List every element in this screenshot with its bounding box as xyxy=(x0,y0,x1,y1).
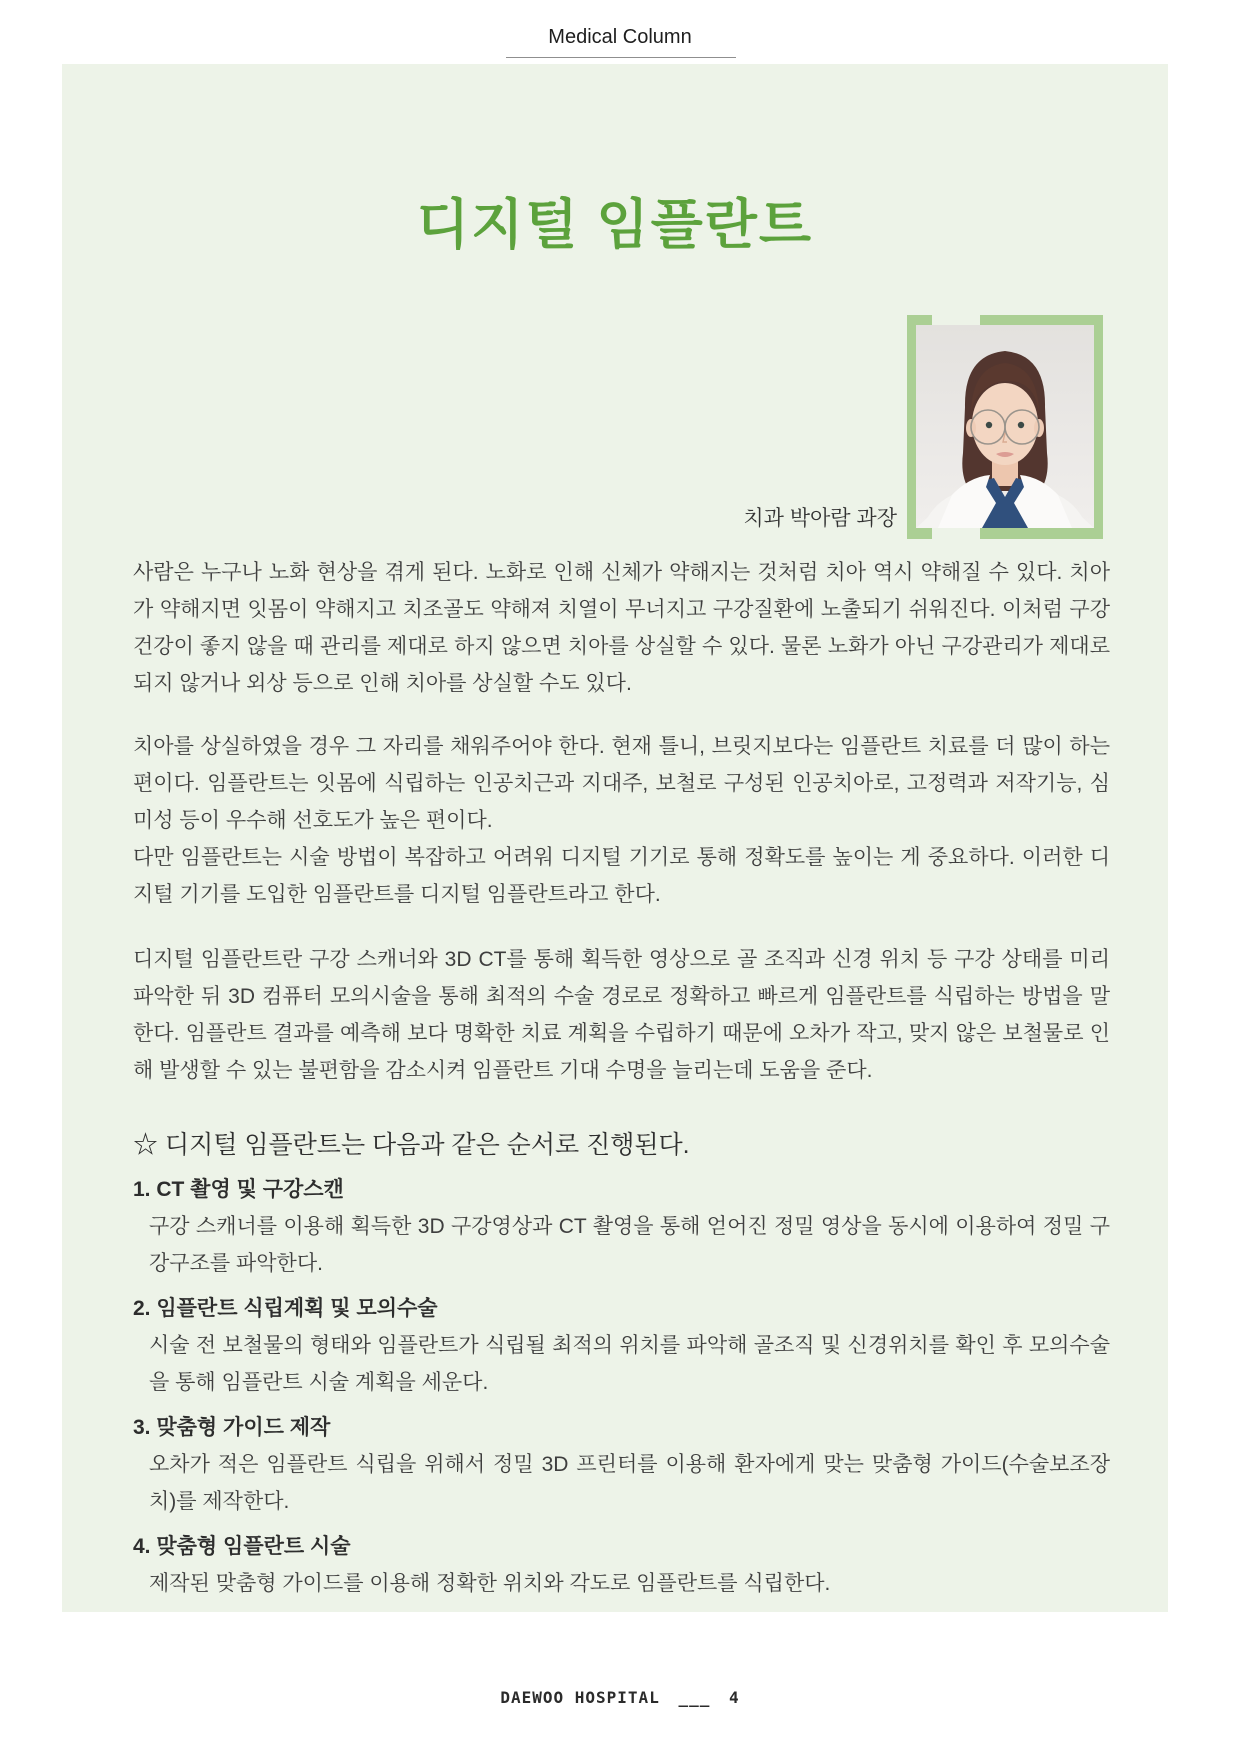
step-item-4 xyxy=(133,1528,1110,1602)
footer-brand: DAEWOO HOSPITAL xyxy=(500,1688,660,1707)
step-title: 3. 맞춤형 가이드 제작 xyxy=(133,1416,331,1439)
steps-heading: ☆ 디지털 임플란트는 다음과 같은 순서로 진행된다. xyxy=(133,1131,690,1159)
paragraph: 디지털 임플란트란 구강 스캐너와 3D CT를 통해 획득한 영상으로 골 조직과 신경 위치 등 구강 상태를 미리 파악한 뒤 3D 컴퓨터 모의시술을 통해 최적의 수술 경로로 정확하고 빠르게 임플란트를 식립하는 방법을 말한다. 임플란트 결과를 예측해 보다 명확한 치료 계획을 수립하기 때문에 오차가 작고, 맞지 않은 보철물로 인해 발생할 수 있는 불편함을 감소시켜 임플란트 기대 수명을 늘리는데 도움을 준다. xyxy=(133,948,1110,1082)
step-item-2 xyxy=(133,1290,1110,1401)
footer-separator: ___ xyxy=(678,1688,711,1707)
doctor-photo xyxy=(916,325,1094,528)
frame-gap-bottom xyxy=(932,528,980,539)
step-title: 1. CT 촬영 및 구강스캔 xyxy=(133,1178,344,1201)
step-item-3 xyxy=(133,1409,1110,1520)
page-footer xyxy=(0,1688,1240,1707)
step-title: 4. 맞춤형 임플란트 시술 xyxy=(133,1535,351,1558)
step-body: 오차가 적은 임플란트 식립을 위해서 정밀 3D 프린터를 이용해 환자에게 맞는 맞춤형 가이드(수술보조장치)를 제작한다. xyxy=(149,1453,1110,1513)
doctor-photo-frame xyxy=(907,315,1103,539)
paragraph: 치아를 상실하였을 경우 그 자리를 채워주어야 한다. 현재 틀니, 브릿지보다는 임플란트 치료를 더 많이 하는 편이다. 임플란트는 잇몸에 식립하는 인공치근과 지대주, 보철로 구성된 인공치아로, 고정력과 저작기능, 심미성 등이 우수해 선호도가 높은 편이다. xyxy=(133,735,1110,832)
article-title: 디지털 임플란트 xyxy=(416,195,814,255)
article-panel xyxy=(62,64,1168,1612)
doctor-caption: 치과 박아람 과장 xyxy=(743,507,897,530)
paragraph: 다만 임플란트는 시술 방법이 복잡하고 어려워 디지털 기기로 통해 정확도를 높이는 게 중요하다. 이러한 디지털 기기를 도입한 임플란트를 디지털 임플란트라고 한다. xyxy=(133,846,1110,906)
doctor-portrait-illustration xyxy=(916,325,1094,528)
page-header-label: Medical Column xyxy=(548,26,692,48)
footer-page-number: 4 xyxy=(729,1688,740,1707)
article-body xyxy=(133,554,1110,1602)
header-divider xyxy=(506,57,736,58)
step-item-1 xyxy=(133,1171,1110,1282)
step-title: 2. 임플란트 식립계획 및 모의수술 xyxy=(133,1297,438,1320)
step-body: 제작된 맞춤형 가이드를 이용해 정확한 위치와 각도로 임플란트를 식립한다. xyxy=(149,1572,831,1595)
paragraph: 사람은 누구나 노화 현상을 겪게 된다. 노화로 인해 신체가 약해지는 것처럼 치아 역시 약해질 수 있다. 치아가 약해지면 잇몸이 약해지고 치조골도 약해져 치열이 무너지고 구강질환에 노출되기 쉬워진다. 이처럼 구강 건강이 좋지 않을 때 관리를 제대로 하지 않으면 치아를 상실할 수 있다. 물론 노화가 아닌 구강관리가 제대로 되지 않거나 외상 등으로 인해 치아를 상실할 수도 있다. xyxy=(133,561,1110,695)
step-body: 구강 스캐너를 이용해 획득한 3D 구강영상과 CT 촬영을 통해 얻어진 정밀 영상을 동시에 이용하여 정밀 구강구조를 파악한다. xyxy=(149,1215,1110,1275)
step-body: 시술 전 보철물의 형태와 임플란트가 식립될 최적의 위치를 파악해 골조직 및 신경위치를 확인 후 모의수술을 통해 임플란트 시술 계획을 세운다. xyxy=(149,1334,1110,1394)
frame-gap-top xyxy=(932,315,980,325)
